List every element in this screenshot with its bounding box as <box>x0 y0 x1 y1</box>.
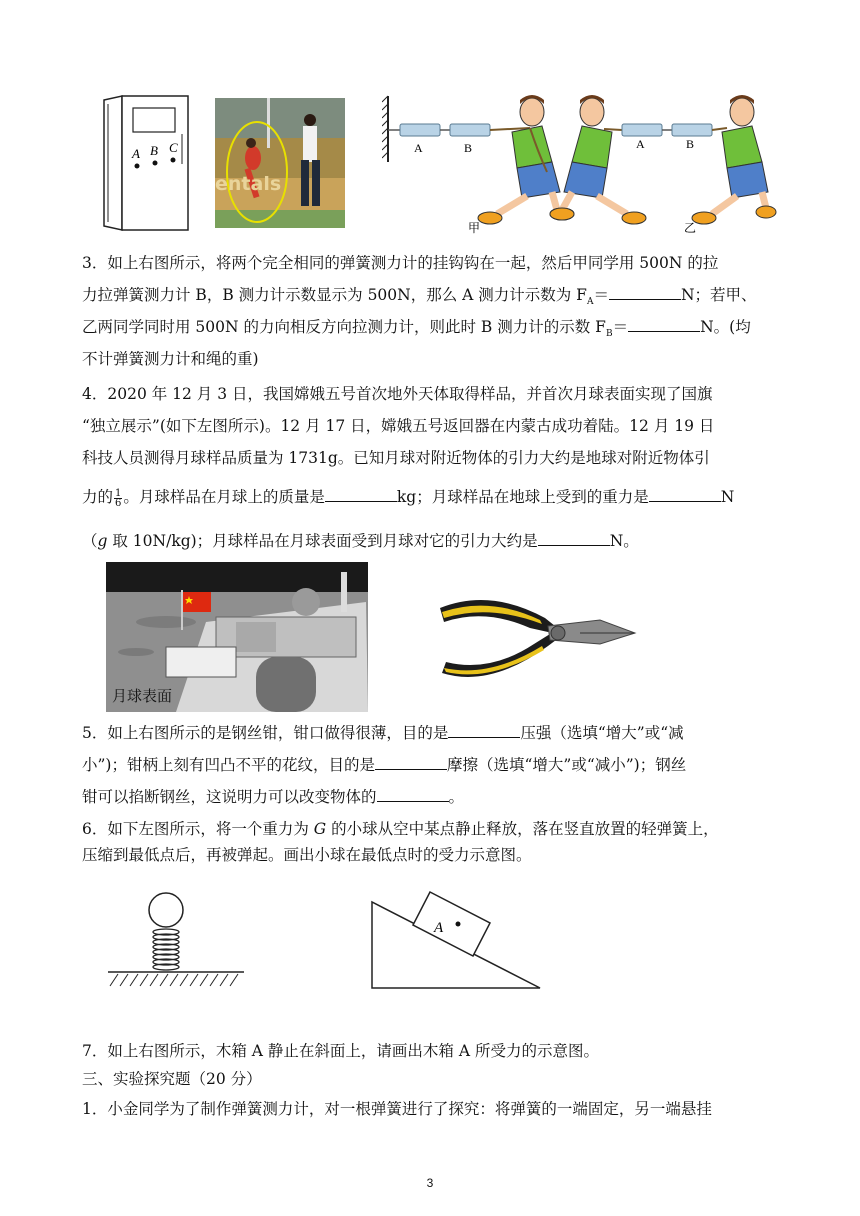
moon-surface-photo <box>106 562 368 712</box>
q3-line1: 3．如上右图所示，将两个完全相同的弹簧测力计的挂钩钩在一起，然后甲同学用 500N 的拉 <box>82 254 719 272</box>
soccer-banner-text: entals <box>215 173 282 195</box>
q5-change-blank[interactable] <box>377 787 449 802</box>
q5-friction-blank[interactable] <box>375 755 447 770</box>
q1-line1: 1．小金同学为了制作弹簧测力计，对一根弹簧进行了探究：将弹簧的一端固定，另一端悬挂 <box>82 1100 712 1118</box>
q3-line2: 力拉弹簧测力计 B，B 测力计示数显示为 500N，那么 A 测力计示数为 $F_A= N$；若甲、 <box>82 286 757 308</box>
door-figure <box>100 94 195 234</box>
q3-answer-fb-blank[interactable] <box>628 317 700 332</box>
q4-line1: 4．2020 年 12 月 3 日，我国嫦娥五号首次地外天体取得样品，并首次月球表面实现了国旗 <box>82 385 713 403</box>
q3-answer-fa-blank[interactable] <box>609 285 681 300</box>
q4-line5: （g 取 10N/kg)；月球样品在月球表面受到月球对它的引力大约是 N。 <box>82 532 639 550</box>
page-number: 3 <box>426 1176 434 1190</box>
q4-line3: 科技人员测得月球样品质量为 1731g。已知月球对附近物体的引力大约是地球对附近物体引 <box>82 449 710 467</box>
tug-right-caption: 乙 <box>684 221 697 235</box>
boy-right-a-figure <box>550 95 646 224</box>
tug-left-label-b: B <box>464 141 473 155</box>
block-label: A <box>434 920 444 936</box>
q4-mass-blank[interactable] <box>325 487 397 502</box>
q4-line2: “独立展示”(如下左图所示)。12 月 17 日，嫦娥五号返回器在内蒙古成功着陆。12 月 19 日 <box>82 417 715 435</box>
spring-scale-tug-figure <box>382 92 777 238</box>
incline-box-figure <box>368 890 546 992</box>
q5-line1: 5．如上右图所示的是钢丝钳，钳口做得很薄，目的是 压强（选填“增大”或“减 <box>82 724 684 742</box>
q4-moon-gravity-blank[interactable] <box>538 531 610 546</box>
tug-right-label-a: A <box>636 137 645 151</box>
q3-line4: 不计弹簧测力计和绳的重) <box>82 350 259 368</box>
door-label-c: C <box>169 140 178 155</box>
tug-left-caption: 甲 <box>468 221 481 235</box>
q6-line2: 压缩到最低点后，再被弹起。画出小球在最低点时的受力示意图。 <box>82 846 532 864</box>
q5-line2: 小”)；钳柄上刻有凹凸不平的花纹，目的是 摩擦（选填“增大”或“减小”)；钢丝 <box>82 756 687 774</box>
q3-line3: 乙两同学同时用 500N 的力向相反方向拉测力计，则此时 B 测力计的示数 $F_B= N$。(均 <box>82 318 751 340</box>
ball-spring-figure <box>106 890 248 990</box>
q5-pressure-blank[interactable] <box>448 723 520 738</box>
door-label-a: A <box>132 146 140 161</box>
door-label-b: B <box>150 143 158 158</box>
boy-left-figure <box>478 95 574 224</box>
moon-surface-caption: 月球表面 <box>112 687 173 705</box>
q5-line3: 钳可以掐断钢丝，这说明力可以改变物体的 。 <box>82 788 465 806</box>
q7-line1: 7．如上右图所示，木箱 A 静止在斜面上，请画出木箱 A 所受力的示意图。 <box>82 1042 599 1060</box>
tug-right-label-b: B <box>686 137 695 151</box>
q4-weight-earth-blank[interactable] <box>649 487 721 502</box>
pliers-photo <box>430 578 650 693</box>
soccer-photo <box>215 98 345 228</box>
q4-line4: 力的 $\frac{1}{6}$ 。月球样品在月球上的质量是 kg；月球样品在地球上受到的重力是 N <box>82 487 735 509</box>
tug-left-label-a: A <box>414 141 423 155</box>
one-sixth-fraction: $\frac{1}{6}$ <box>115 487 122 509</box>
q6-line1: 6．如下左图所示，将一个重力为 G 的小球从空中某点静止释放，落在竖直放置的轻弹簧上， <box>82 820 719 838</box>
boy-right-b-figure <box>692 95 776 224</box>
section3-title: 三、实验探究题（20 分） <box>82 1070 262 1088</box>
